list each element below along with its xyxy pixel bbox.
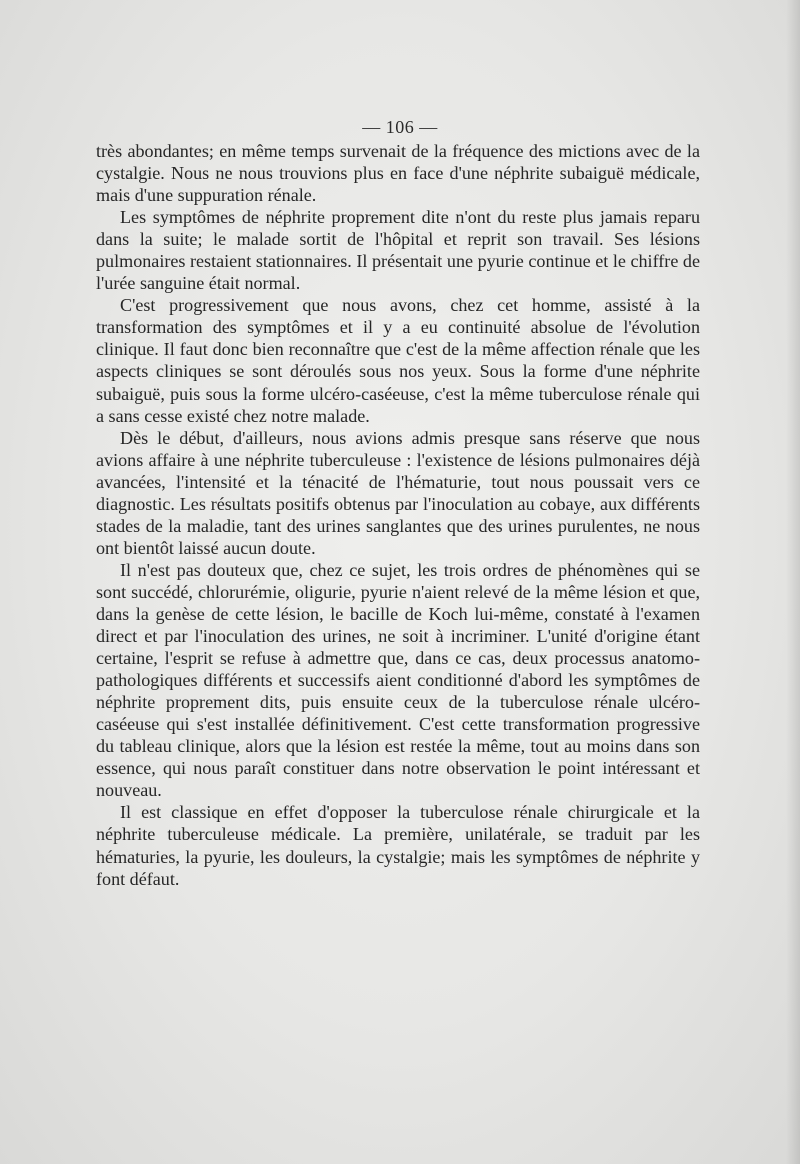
page-edge-shadow (786, 0, 800, 1164)
paragraph-5: Il n'est pas douteux que, chez ce sujet, les trois ordres de phénomènes qui se sont succédé, chlorurémie, oligurie, pyurie n'aient relevé de la même lésion et que, dans la genèse de cette lésion, le bacille de Koch lui-même, constaté à l'examen direct et par l'inoculation des urines, ne soit à incriminer. L'unité d'origine étant certaine, l'esprit se refuse à admettre que, dans ce cas, deux processus anatomo-pathologiques différents et successifs aient conditionné d'abord les symptômes de néphrite proprement dits, puis ensuite ceux de la tuberculose rénale ulcéro-caséeuse qui s'est installée définitivement. C'est cette transformation progressive du tableau clinique, alors que la lésion est restée la même, tout au moins dans son essence, qui nous paraît constituer dans notre observation le point intéressant et nouveau. (96, 559, 700, 801)
paragraph-1: très abondantes; en même temps survenait de la fréquence des mictions avec de la cystalgie. Nous ne nous trouvions plus en face d'une néphrite subaiguë médicale, mais d'une suppuration rénale. (96, 141, 700, 206)
body-text (96, 140, 700, 890)
paragraph-6: Il est classique en effet d'opposer la tuberculose rénale chirurgicale et la néphrite tuberculeuse médicale. La première, unilatérale, se traduit par les hématuries, la pyurie, les douleurs, la cystalgie; mais les symptômes de néphrite y font défaut. (96, 802, 700, 889)
paragraph-3: C'est progressivement que nous avons, chez cet homme, assisté à la transformation des symptômes et il y a eu continuité absolue de l'évolution clinique. Il faut donc bien reconnaître que c'est de la même affection rénale que les aspects cliniques se sont déroulés sous nos yeux. Sous la forme d'une néphrite subaiguë, puis sous la forme ulcéro-caséeuse, c'est la même tuberculose rénale qui a sans cesse existé chez notre malade. (96, 295, 700, 426)
paragraph-4: Dès le début, d'ailleurs, nous avions admis presque sans réserve que nous avions affaire à une néphrite tuberculeuse : l'existence de lésions pulmonaires déjà avancées, l'intensité et la ténacité de l'hématurie, tout nous poussait vers ce diagnostic. Les résultats positifs obtenus par l'inoculation au cobaye, aux différents stades de la maladie, tant des urines sanglantes que des urines purulentes, ne nous ont bientôt laissé aucun doute. (96, 427, 700, 558)
paragraph-2: Les symptômes de néphrite proprement dite n'ont du reste plus jamais reparu dans la suite; le malade sortit de l'hôpital et reprit son travail. Ses lésions pulmonaires restaient stationnaires. Il présentait une pyurie continue et le chiffre de l'urée sanguine était normal. (96, 207, 700, 294)
page-number: — 106 — (362, 117, 438, 137)
